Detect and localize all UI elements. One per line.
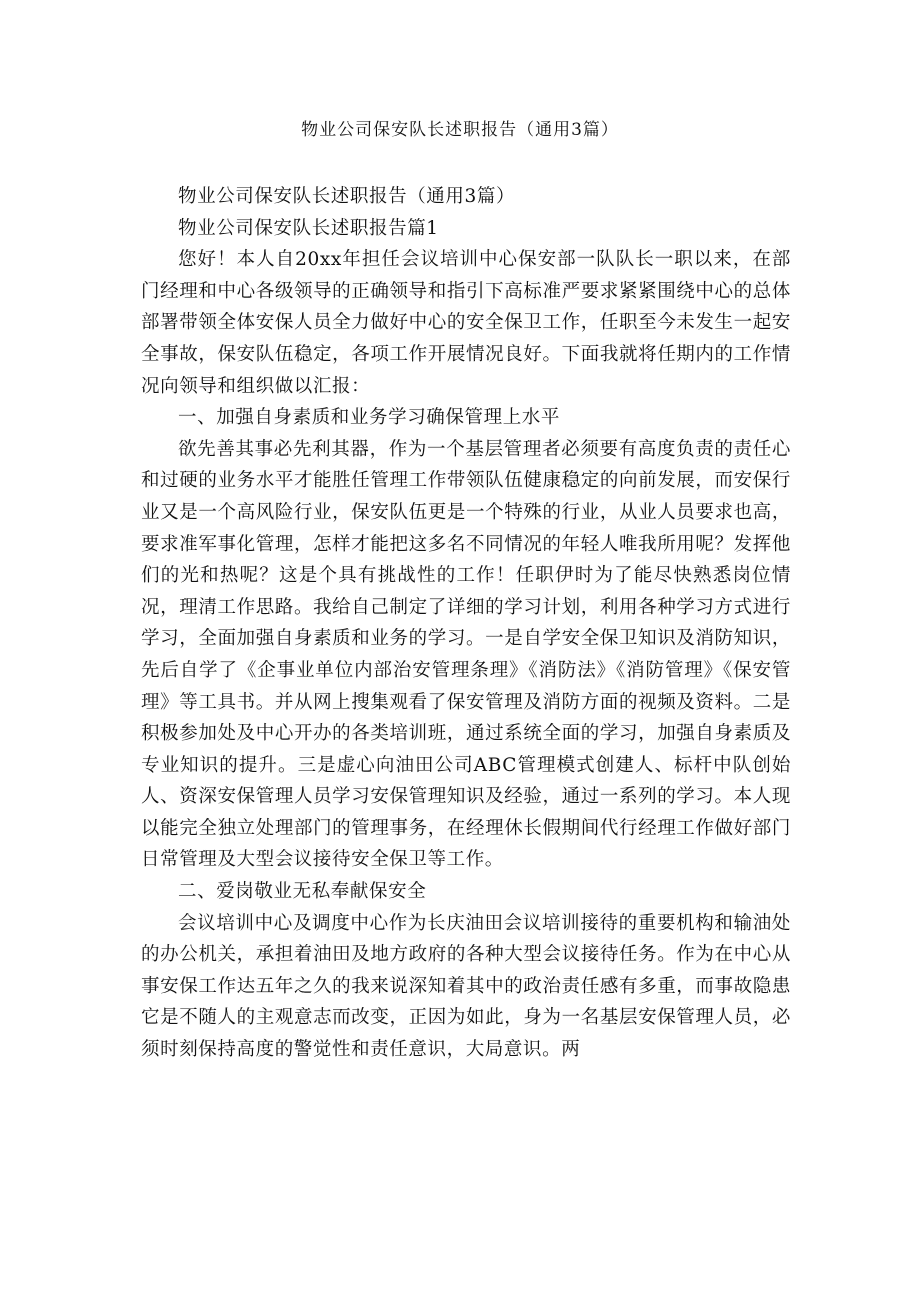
body-paragraph: 欲先善其事必先利其器，作为一个基层管理者必须要有高度负责的责任心和过硬的业务水平才能胜任管理工作带领队伍健康稳定的向前发展，而安保行业又是一个高风险行业，保安队伍更是一个特殊的行业，从业人员要求也高，要求准军事化管理，怎样才能把这多名不同情况的年轻人唯我所用呢？发挥他们的光和热呢？这是个具有挑战性的工作！任职伊时为了能尽快熟悉岗位情况，理清工作思路。我给自己制定了详细的学习计划，利用各种学习方式进行学习，全面加强自身素质和业务的学习。一是自学安全保卫知识及消防知识，先后自学了《企事业单位内部治安管理条理》《消防法》《消防管理》《保安管理》等工具书。并从网上搜集观看了保安管理及消防方面的视频及资料。二是积极参加处及中心开办的各类培训班，通过系统全面的学习，加强自身素质及专业知识的提升。三是虚心向油田公司ABC管理模式创建人、标杆中队创始人、资深安保管理人员学习安保管理知识及经验，通过一系列的学习。本人现以能完全独立处理部门的管理事务，在经理休长假期间代行经理工作做好部门日常管理及大型会议接待安全保卫等工作。 [141, 438, 791, 871]
subtitle-paragraph: 物业公司保安队长述职报告（通用3篇） [178, 186, 516, 207]
document-title: 物业公司保安队长述职报告（通用3篇） [301, 120, 619, 140]
section-heading-2: 二、爱岗敬业无私奉献保安全 [178, 881, 427, 903]
section-heading-part-1: 物业公司保安队长述职报告篇1 [178, 217, 439, 239]
section-heading-1: 一、加强自身素质和业务学习确保管理上水平 [178, 407, 561, 429]
document-body [141, 181, 791, 1066]
body-paragraph: 会议培训中心及调度中心作为长庆油田会议培训接待的重要机构和输油处的办公机关，承担着油田及地方政府的各种大型会议接待任务。作为在中心从事安保工作达五年之久的我来说深知着其中的政治责任感有多重，而事故隐患它是不随人的主观意志而改变，正因为如此，身为一名基层安保管理人员，必须时刻保持高度的警觉性和责任意识，大局意识。两 [141, 912, 791, 1061]
intro-paragraph: 您好！本人自20xx年担任会议培训中心保安部一队队长一职以来，在部门经理和中心各级领导的正确领导和指引下高标准严要求紧紧围绕中心的总体部署带领全体安保人员全力做好中心的安全保卫工作，任职至今未发生一起安全事故，保安队伍稳定，各项工作开展情况良好。下面我就将任期内的工作情况向领导和组织做以汇报： [141, 249, 791, 397]
